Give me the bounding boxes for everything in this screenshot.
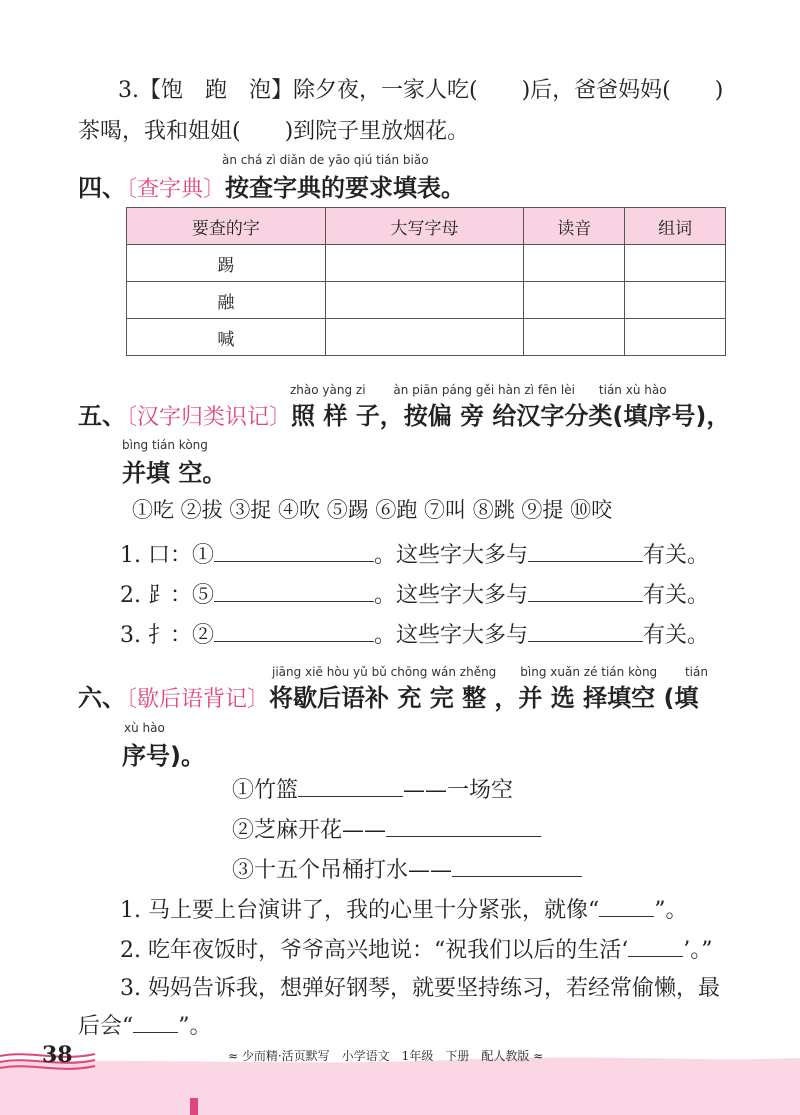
- answer-blank[interactable]: [528, 543, 643, 562]
- s4-heading: [78, 168, 465, 203]
- lookup-char: 融: [127, 282, 326, 319]
- answer-blank[interactable]: [214, 583, 374, 602]
- answer-cell[interactable]: [524, 245, 625, 282]
- answer-cell[interactable]: [524, 319, 625, 356]
- answer-blank[interactable]: [452, 858, 582, 877]
- lookup-char: 喊: [127, 319, 326, 356]
- s6-heading: [78, 678, 698, 713]
- answer-blank[interactable]: [386, 818, 541, 837]
- answer-cell[interactable]: [625, 319, 726, 356]
- answer-blank[interactable]: [214, 623, 374, 642]
- answer-blank[interactable]: [528, 583, 643, 602]
- fill-question-2: 2. 吃年夜饭时，爷爷高兴地说：“祝我们以后的生活‘ ’。”: [120, 938, 713, 963]
- answer-cell[interactable]: [625, 282, 726, 319]
- s6-title-2: 序号)。: [122, 742, 205, 770]
- footer-title: ≈ 少而精·活页默写 小学语文 1年级 下册 配人教版 ≈: [228, 1049, 544, 1063]
- s5-pinyin-2: bìng tián kòng: [122, 438, 208, 452]
- q3-line-1: 3.【饱 跑 泡】除夕夜，一家人吃( )后，爸爸妈妈( ): [118, 78, 724, 103]
- s6-title: 将歇后语补 充 完 整 ，并 选 择填空 (填: [269, 684, 699, 712]
- answer-cell[interactable]: [325, 245, 524, 282]
- table-row: [127, 319, 726, 356]
- s4-number: 四、: [78, 174, 126, 202]
- s6-tag: 〔歇后语背记〕: [126, 687, 270, 712]
- classify-item-3: 3. 扌：② 。这些字大多与 有关。: [120, 623, 710, 648]
- answer-cell[interactable]: [325, 282, 524, 319]
- fill-question-3-cont: 后会“ ”。: [78, 1014, 212, 1039]
- s5-number: 五、: [78, 402, 126, 430]
- table-row: [127, 282, 726, 319]
- answer-blank[interactable]: [214, 543, 374, 562]
- page-number: 38: [42, 1042, 73, 1068]
- s5-heading: [78, 396, 730, 431]
- lookup-char: 踢: [127, 245, 326, 282]
- answer-cell[interactable]: [325, 319, 524, 356]
- table-header: 要查的字: [127, 208, 326, 245]
- answer-blank[interactable]: [133, 1014, 178, 1033]
- s5-tag: 〔汉字归类识记〕: [126, 405, 292, 430]
- answer-blank[interactable]: [599, 898, 654, 917]
- table-header: 大写字母: [325, 208, 524, 245]
- s5-title: 照 样 子，按偏 旁 给汉字分类(填序号)，: [291, 402, 731, 430]
- proverb-1: ①竹篮 ——一场空: [232, 778, 514, 803]
- answer-cell[interactable]: [625, 245, 726, 282]
- s6-number: 六、: [78, 684, 126, 712]
- table-header-row: [127, 208, 726, 245]
- s4-title: 按查字典的要求填表。: [225, 174, 466, 202]
- answer-blank[interactable]: [298, 778, 403, 797]
- proverb-3: ③十五个吊桶打水——: [232, 853, 582, 884]
- s5-title-2: 并填 空。: [122, 459, 227, 487]
- answer-cell[interactable]: [524, 282, 625, 319]
- q3-line-2: 茶喝，我和姐姐( )到院子里放烟花。: [78, 119, 470, 144]
- fill-question-1: 1. 马上要上台演讲了，我的心里十分紧张，就像“ ”。: [120, 898, 688, 923]
- table-header: 组词: [625, 208, 726, 245]
- answer-blank[interactable]: [528, 623, 643, 642]
- s6-pinyin-1: jiāng xiē hòu yǔ bǔ chōng wán zhěng bìng xuǎn zé tián kòng tián: [272, 665, 708, 679]
- classify-item-1: 1. 口：① 。这些字大多与 有关。: [120, 543, 710, 568]
- fill-question-3: 3. 妈妈告诉我，想弹好钢琴，就要坚持练习，若经常偷懒，最: [120, 976, 720, 1001]
- proverb-2: ②芝麻开花——: [232, 813, 541, 844]
- answer-blank[interactable]: [628, 938, 683, 957]
- s4-pinyin: àn chá zì diǎn de yāo qiú tián biǎo: [222, 153, 429, 167]
- s6-pinyin-2: xù hào: [124, 721, 165, 735]
- dictionary-table: [126, 207, 726, 356]
- table-row: [127, 245, 726, 282]
- character-list: ①吃 ②拔 ③捉 ④吹 ⑤踢 ⑥跑 ⑦叫 ⑧跳 ⑨提 ⑩咬: [132, 498, 613, 522]
- table-header: 读音: [524, 208, 625, 245]
- s4-tag: 〔查字典〕: [126, 177, 226, 202]
- classify-item-2: 2. ⻊：⑤ 。这些字大多与 有关。: [120, 583, 710, 608]
- s5-pinyin-1: zhào yàng zi àn piān páng gěi hàn zì fēn lèi tián xù hào: [290, 383, 667, 397]
